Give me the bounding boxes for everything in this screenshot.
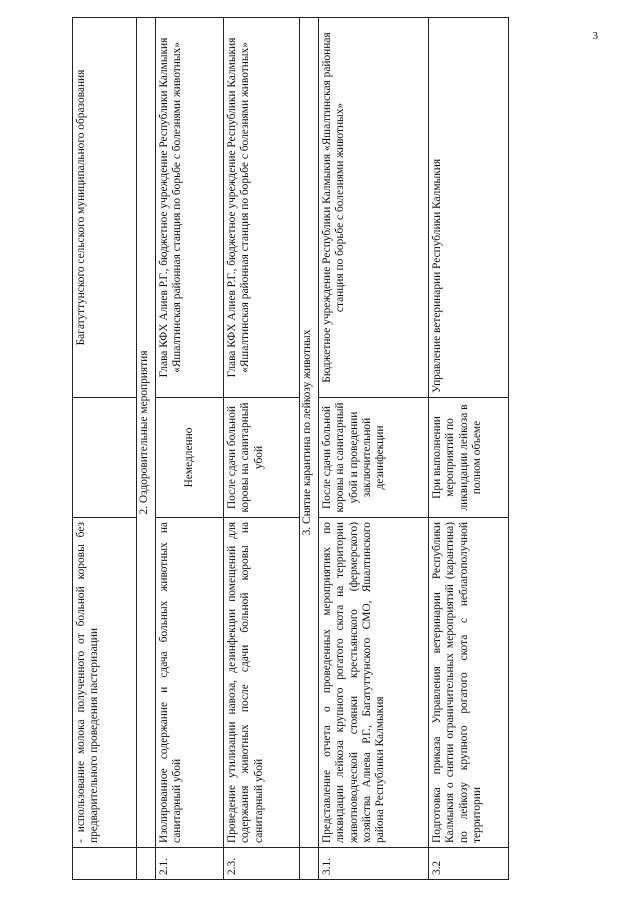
section-heading: 3. Снятие карантина по лейкозу животных bbox=[300, 18, 319, 848]
cell-measure: Подготовка приказа Управления ветеринарии Республики Калмыкия о снятии ограничительных мероприятий (карантина) по лейкозу крупного рогатого скота с неблагополучной территории bbox=[429, 518, 509, 848]
cell-measure: Представление отчета о проведенных мероприятиях по ликвидации лейкоза крупного рогатого скота на территории животноводческой стоянки крестьянского (фермерского) хозяйства Алиева Р.Г., Багатуттунского СМО, Яшалтинского района Республики Калмыкия bbox=[319, 518, 429, 848]
cell-number: 2.3. bbox=[224, 848, 300, 880]
table-row bbox=[156, 18, 224, 880]
table-row bbox=[73, 18, 137, 880]
cell-measure: Изолированное содержание и сдача больных животных на санитарный убой bbox=[156, 518, 224, 848]
section-row bbox=[137, 18, 156, 880]
cell-deadline: После сдачи больной коровы на санитарный убой bbox=[224, 398, 300, 518]
cell-empty bbox=[300, 848, 319, 880]
cell-empty bbox=[137, 848, 156, 880]
cell-responsible: Глава КФХ Алиев Р.Г., бюджетное учреждение Республики Калмыкия «Яшалтинская районная станция по борьбе с болезнями животных» bbox=[224, 18, 300, 398]
table-row bbox=[319, 18, 429, 880]
rotated-page-area bbox=[72, 18, 542, 880]
cell-deadline bbox=[73, 398, 137, 518]
section-row bbox=[300, 18, 319, 880]
table-row bbox=[224, 18, 300, 880]
cell-responsible: Багатуттунского сельского муниципального образования bbox=[73, 18, 137, 398]
cell-number bbox=[73, 848, 137, 880]
page-number: 3 bbox=[592, 30, 598, 42]
cell-deadline: При выполнении мероприятий по ликвидации лейкоза в полном объеме bbox=[429, 398, 509, 518]
cell-deadline: После сдачи больной коровы на санитарный убой и проведении заключительной дезинфекции bbox=[319, 398, 429, 518]
cell-measure: Проведение утилизации навоза, дезинфекции помещений для содержания животных после сдачи больной коровы на санитарный убой bbox=[224, 518, 300, 848]
cell-deadline: Немедленно bbox=[156, 398, 224, 518]
cell-responsible: Управление ветеринарии Республики Калмыкия bbox=[429, 18, 509, 398]
cell-number: 3.1. bbox=[319, 848, 429, 880]
table-row bbox=[429, 18, 509, 880]
cell-measure: - использование молока полученного от больной коровы без предварительного проведения пастеризации bbox=[73, 518, 137, 848]
measures-table bbox=[72, 17, 509, 880]
section-heading: 2. Оздоровительные мероприятия bbox=[137, 18, 156, 848]
cell-responsible: Бюджетное учреждение Республики Калмыкия «Яшалтинская районная станция по борьбе с болезнями животных» bbox=[319, 18, 429, 398]
cell-number: 2.1. bbox=[156, 848, 224, 880]
cell-responsible: Глава КФХ Алиев Р.Г., бюджетное учреждение Республики Калмыкия «Яшалтинская районная станция по борьбе с болезнями животных» bbox=[156, 18, 224, 398]
rotated-content bbox=[72, 18, 542, 880]
cell-number: 3.2 bbox=[429, 848, 509, 880]
